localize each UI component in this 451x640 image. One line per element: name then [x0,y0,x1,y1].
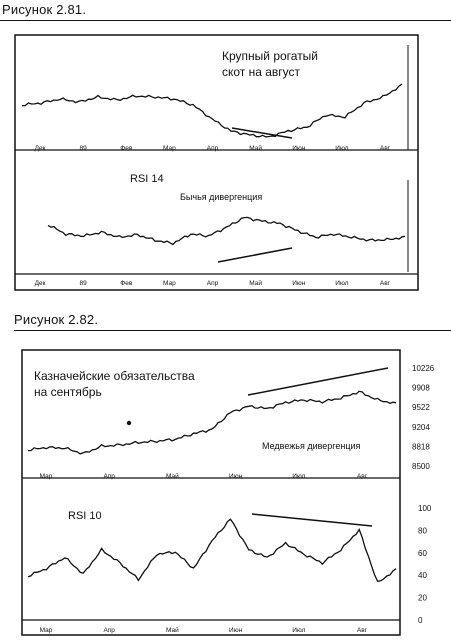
figure2-rsi-trend-line [252,514,372,526]
figure2-price-xtick: Июн [229,473,243,480]
figure2-rsi-xtick: Авг [356,627,368,634]
figure1-price-xtick: Фев [120,145,133,152]
figure1-price-xticks [35,144,391,152]
figure2-rsi-label: RSI 10 [68,510,102,522]
figure2-rsi-ytick: 40 [418,571,427,581]
figure1-divergence-label: Бычья дивергенция [180,192,263,202]
figure2-divergence-label: Медвежья дивергенция [262,441,361,451]
figure1-rsi-xtick: 89 [79,280,87,287]
figure1-rsi-xticks [35,279,391,287]
figure1-price-xtick: 89 [79,145,87,152]
figure1-rsi-xtick: Май [249,280,262,287]
figure2-price-ytick: 10226 [412,364,435,373]
figure1-price-xtick: Авг [379,145,391,152]
figure2-rsi-xtick: Мар [39,627,53,634]
figure1-price-xtick: Июн [292,145,306,152]
figure2-rsi-ytick: 20 [418,593,427,603]
figure2-price-xtick: Май [166,473,179,480]
figure2-price-xtick: Авг [356,473,368,480]
figure2-price-ytick: 9908 [412,383,430,393]
figure2-dot [127,421,131,425]
figure1-rsi-trend-line [218,248,292,262]
figure2-price-ytick: 8818 [412,442,430,452]
figure2-price-ytick: 9522 [412,403,430,413]
figure2-price-xticks [40,472,368,480]
figure2-rsi-xticks [40,626,368,634]
figure1-rsi-xtick: Апр [206,280,219,287]
figure2-rsi-ytick: 80 [418,526,427,536]
figure2-caption: Рисунок 2.82. [14,312,99,327]
figure1-annotation-line1: Крупный рогатый [222,49,319,63]
figure2-annotation-line1: Казначейские обязательства [34,369,195,383]
figure1-price-xtick: Май [249,145,262,152]
figure2-rsi-ytick: 0 [418,616,423,625]
figure1-price-series [22,84,402,137]
figure1-price-xtick: Июл [335,145,349,152]
figure2-price-yticks [412,364,435,471]
figure2-price-xtick: Мар [39,473,53,480]
figure1-rsi-xtick: Июл [335,280,349,287]
figure1-rsi-xtick: Июн [292,280,306,287]
figure1-rsi-series [48,217,405,244]
figure1-annotation-line2: скот на август [222,65,301,79]
figure1-rsi-label: RSI 14 [130,173,164,185]
figure2-rsi-series [28,519,396,581]
figure1-rsi-xtick: Дек [34,280,46,287]
figure2-price-ytick: 8500 [412,462,430,471]
figure2-rsi-xtick: Июн [229,627,243,634]
figure1-rsi-xtick: Мар [163,280,176,287]
figure1-frame [15,35,418,290]
figure2-rsi-yticks [418,504,432,625]
figure2-rsi-xtick: Апр [103,627,115,634]
figure2-price-ytick: 9204 [412,422,430,432]
figure2-rsi-xtick: Июл [292,627,306,634]
figure2-trend-line [248,368,388,395]
figure1-rsi-xtick: Фев [120,280,133,287]
figure2-annotation-line2: на сентябрь [34,385,102,399]
figure1-price-xtick: Мар [163,145,176,152]
figure2-rsi-ytick: 60 [418,548,427,558]
figure2-price-xtick: Июл [292,473,306,480]
figure1-caption: Рисунок 2.81. [2,2,87,17]
figure1-price-xtick: Дек [34,145,46,152]
figure2-rsi-ytick: 100 [418,504,432,513]
figure1-price-xtick: Апр [206,145,219,152]
figure2-rsi-xtick: Май [166,627,179,634]
figure1-rsi-xtick: Авг [379,280,391,287]
figure2-price-xtick: Апр [103,473,115,480]
